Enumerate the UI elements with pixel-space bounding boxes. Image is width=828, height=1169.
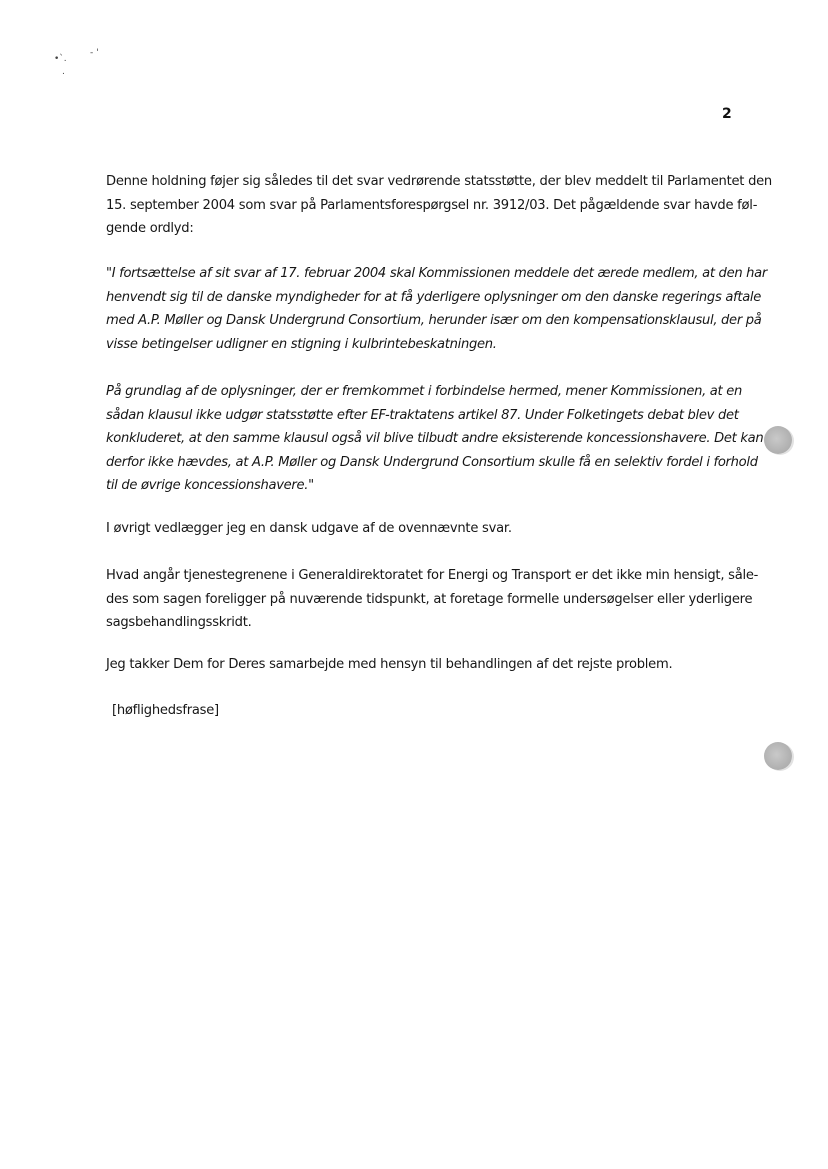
scan-speck: •`. [54, 54, 67, 64]
text-line: "I fortsættelse af sit svar af 17. februar 2004 skal Kommissionen meddele det ærede medlem, at den har [106, 266, 767, 281]
text-line: Jeg takker Dem for Deres samarbejde med hensyn til behandlingen af det rejste problem. [106, 657, 673, 672]
text-line: med A.P. Møller og Dansk Undergrund Consortium, herunder især om den kompensationsklausul, der på [106, 313, 762, 328]
enclosure-paragraph [106, 517, 736, 541]
text-line: Denne holdning føjer sig således til det svar vedrørende statsstøtte, der blev meddelt til Parlamentet den [106, 174, 772, 189]
text-line: I øvrigt vedlægger jeg en dansk udgave af de ovennævnte svar. [106, 521, 512, 536]
text-line: des som sagen foreligger på nuværende tidspunkt, at foretage formelle undersøgelser eller yderligere [106, 591, 753, 607]
text-line: 15. september 2004 som svar på Parlamentsforespørgsel nr. 3912/03. Det pågældende svar havde føl- [106, 197, 758, 213]
text-line: sådan klausul ikke udgør statsstøtte efter EF-traktatens artikel 87. Under Folketingets debat blev det [106, 407, 739, 423]
intro-paragraph [106, 170, 772, 241]
punch-hole [764, 426, 792, 454]
text-line: til de øvrige koncessionshavere." [106, 478, 314, 493]
services-paragraph [106, 564, 759, 635]
scan-speck: . [62, 67, 65, 77]
thanks-paragraph [106, 653, 736, 677]
text-line: henvendt sig til de danske myndigheder for at få yderligere oplysninger om den danske regerings aftale [106, 289, 762, 305]
text-line: gende ordlyd: [106, 221, 194, 236]
text-line: [høflighedsfrase] [112, 703, 219, 718]
text-line: Hvad angår tjenestegrenene i Generaldirektoratet for Energi og Transport er det ikke min hensigt, såle- [106, 568, 759, 583]
quote-paragraph-2 [106, 380, 764, 498]
punch-hole [764, 742, 792, 770]
scan-speck: - ' [90, 48, 99, 58]
text-line: konkluderet, at den samme klausul også vil blive tilbudt andre eksisterende koncessionshavere. Det kan [106, 431, 764, 446]
text-line: derfor ikke hævdes, at A.P. Møller og Dansk Undergrund Consortium skulle få en selektiv fordel i forhold [106, 454, 758, 470]
text-line: sagsbehandlingsskridt. [106, 615, 252, 630]
text-line: visse betingelser udligner en stigning i kulbrintebeskatningen. [106, 336, 497, 352]
closing-formula [112, 699, 742, 723]
quote-paragraph-1 [106, 262, 767, 356]
text-line: På grundlag af de oplysninger, der er fremkommet i forbindelse hermed, mener Kommissionen, at en [106, 384, 742, 399]
page-number: 2 [722, 106, 732, 122]
